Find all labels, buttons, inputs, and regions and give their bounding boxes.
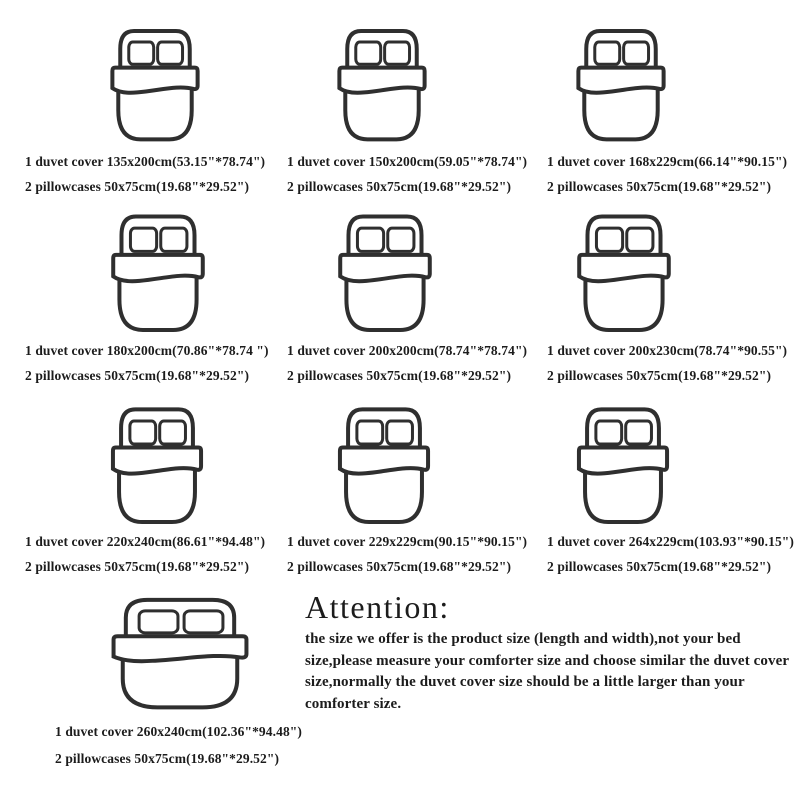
pillowcase-size-label: 2 pillowcases 50x75cm(19.68"*29.52")	[287, 368, 512, 383]
bed-caption	[25, 530, 265, 575]
bed-size-cell-260x240	[0, 588, 305, 767]
bed-caption	[25, 147, 265, 195]
pillowcase-size-label: 2 pillowcases 50x75cm(19.68"*29.52")	[25, 368, 250, 383]
bed-caption	[287, 530, 527, 575]
duvet-size-label: 1 duvet cover 200x200cm(78.74"*78.74")	[287, 343, 528, 358]
pillowcase-size-label: 2 pillowcases 50x75cm(19.68"*29.52")	[25, 559, 250, 574]
bed-size-cell-229x229	[285, 392, 544, 588]
bed-icon	[562, 397, 684, 530]
bed-icon	[96, 397, 218, 530]
duvet-size-label: 1 duvet cover 180x200cm(70.86"*78.74 ")	[25, 343, 269, 358]
pillowcase-size-label: 2 pillowcases 50x75cm(19.68"*29.52")	[547, 559, 772, 574]
pillowcase-size-label: 2 pillowcases 50x75cm(19.68"*29.52")	[287, 559, 512, 574]
pillowcase-size-label: 2 pillowcases 50x75cm(19.68"*29.52")	[287, 179, 512, 194]
bed-size-cell-135x200	[0, 0, 285, 196]
bed-icon	[88, 588, 272, 715]
bed-size-cell-200x230	[544, 196, 800, 392]
duvet-size-label: 1 duvet cover 150x200cm(59.05"*78.74")	[287, 154, 528, 169]
duvet-size-label: 1 duvet cover 135x200cm(53.15"*78.74")	[25, 154, 266, 169]
attention-title: Attention:	[305, 589, 450, 625]
bed-caption	[547, 147, 787, 195]
bed-caption	[287, 147, 527, 195]
duvet-size-label: 1 duvet cover 200x230cm(78.74"*90.55")	[547, 343, 788, 358]
bed-icon	[323, 19, 441, 147]
attention-text: the size we offer is the product size (length and width),not your bed size,please measure your comforter size and choose similar the duvet cover size,normally the duvet cover size should be a little larger than your comforter size.	[305, 631, 789, 712]
bed-caption	[25, 338, 269, 384]
attention-note	[305, 590, 797, 715]
bed-size-cell-180x200	[0, 196, 285, 392]
pillowcase-size-label: 2 pillowcases 50x75cm(19.68"*29.52")	[25, 179, 250, 194]
bottom-section	[0, 588, 800, 767]
duvet-size-label: 1 duvet cover 264x229cm(103.93"*90.15")	[547, 534, 794, 549]
duvet-size-label: 1 duvet cover 260x240cm(102.36"*94.48")	[55, 724, 302, 739]
bed-size-cell-168x229	[544, 0, 800, 196]
bed-size-cell-220x240	[0, 392, 285, 588]
bed-icon	[323, 204, 447, 338]
duvet-size-label: 1 duvet cover 229x229cm(90.15"*90.15")	[287, 534, 528, 549]
bed-size-cell-150x200	[285, 0, 544, 196]
duvet-size-label: 1 duvet cover 220x240cm(86.61"*94.48")	[25, 534, 266, 549]
bed-caption	[55, 715, 302, 767]
duvet-size-label: 1 duvet cover 168x229cm(66.14"*90.15")	[547, 154, 788, 169]
bed-icon	[562, 204, 686, 338]
pillowcase-size-label: 2 pillowcases 50x75cm(19.68"*29.52")	[55, 751, 280, 766]
pillowcase-size-label: 2 pillowcases 50x75cm(19.68"*29.52")	[547, 179, 772, 194]
bed-size-cell-200x200	[285, 196, 544, 392]
bed-icon	[96, 19, 214, 147]
bed-icon	[323, 397, 445, 530]
bed-icon	[96, 204, 220, 338]
bed-icon	[562, 19, 680, 147]
pillowcase-size-label: 2 pillowcases 50x75cm(19.68"*29.52")	[547, 368, 772, 383]
bed-caption	[547, 338, 787, 384]
bed-caption	[287, 338, 527, 384]
bed-size-cell-264x229	[544, 392, 800, 588]
bed-caption	[547, 530, 794, 575]
